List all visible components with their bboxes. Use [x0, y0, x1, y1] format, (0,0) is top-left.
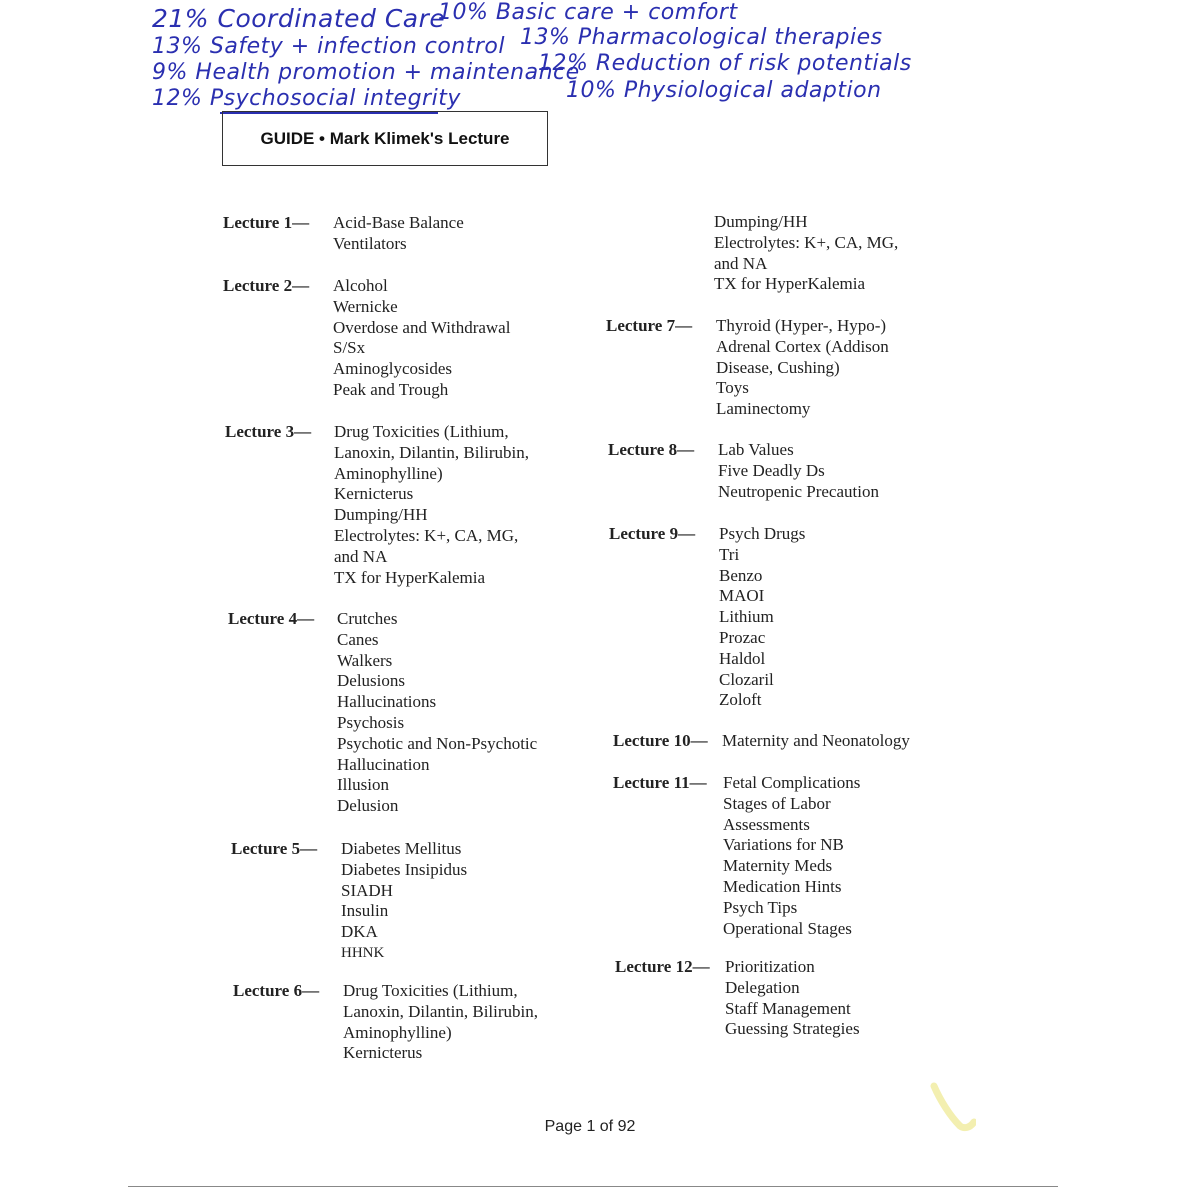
lecture-item: Walkers — [337, 650, 393, 670]
lecture-item: Drug Toxicities (Lithium, — [334, 422, 509, 441]
lecture-item: Kernicterus — [343, 1043, 423, 1063]
lecture-item: Canes — [337, 629, 379, 649]
lecture-item: Lab Values — [718, 440, 794, 459]
note-physiological: 10% Physiological adaption — [566, 78, 882, 103]
lecture-item: Prozac — [719, 627, 766, 647]
guide-title-box — [222, 111, 548, 166]
lecture-item: MAOI — [719, 586, 765, 606]
lecture-item: Psychosis — [337, 712, 405, 732]
lecture-item: Dumping/HH — [334, 505, 428, 525]
lecture-item: Lanoxin, Dilantin, Bilirubin, — [334, 442, 530, 462]
lecture-item: Haldol — [719, 648, 766, 668]
lecture-label: Lecture 1— — [223, 213, 310, 232]
note-health-promotion: 9% Health promotion + maintenance — [152, 60, 580, 85]
lecture-item: Stages of Labor — [723, 793, 831, 813]
lecture-label: Lecture 5— — [231, 839, 318, 858]
lecture-item: Assessments — [723, 814, 810, 834]
lecture-item: Tri — [719, 544, 740, 564]
lecture-item: Variations for NB — [723, 835, 844, 855]
lecture-item: Lanoxin, Dilantin, Bilirubin, — [343, 1001, 539, 1021]
lecture-item: Five Deadly Ds — [718, 460, 825, 480]
lecture-item: Delegation — [725, 977, 800, 997]
lecture-item: Guessing Strategies — [725, 1019, 860, 1039]
lecture-item: Alcohol — [333, 276, 388, 295]
lecture-item: and NA — [334, 546, 388, 566]
lecture-item: Medication Hints — [723, 876, 842, 896]
lecture-item: Neutropenic Precaution — [718, 481, 879, 501]
lecture-label: Lecture 8— — [608, 440, 695, 459]
note-reduction-risk: 12% Reduction of risk potentials — [538, 51, 912, 76]
lecture-item: Prioritization — [725, 957, 815, 976]
note-basic-care: 10% Basic care + comfort — [438, 0, 738, 25]
lecture-label: Lecture 9— — [609, 524, 696, 543]
lecture-item: Diabetes Mellitus — [341, 839, 462, 858]
page-number: Page 1 of 92 — [544, 1118, 636, 1135]
lecture-item: TX for HyperKalemia — [334, 567, 486, 587]
lecture-label: Lecture 4— — [228, 609, 315, 628]
lecture-item: Dumping/HH — [714, 212, 808, 231]
lecture-item: Diabetes Insipidus — [341, 859, 468, 879]
lecture-item: Psychotic and Non-Psychotic — [337, 733, 538, 753]
lecture-item: Hallucination — [337, 754, 430, 774]
lecture-label: Lecture 6— — [233, 981, 320, 1000]
lecture-item: Fetal Complications — [723, 773, 861, 792]
lecture-item: Delusion — [337, 796, 399, 816]
lecture-item: Delusions — [337, 671, 405, 691]
lecture-item: Crutches — [337, 609, 398, 628]
lecture-item: Operational Stages — [723, 918, 852, 938]
lecture-item: S/Sx — [333, 338, 366, 358]
lecture-item: Aminoglycosides — [333, 359, 452, 379]
lecture-item: Lithium — [719, 607, 774, 627]
lecture-item: Kernicterus — [334, 484, 414, 504]
lecture-item: Illusion — [337, 775, 389, 795]
lecture-item: Zoloft — [719, 690, 762, 710]
lecture-item: Thyroid (Hyper-, Hypo-) — [716, 316, 887, 335]
lecture-item: Adrenal Cortex (Addison — [716, 336, 889, 356]
lecture-item: Ventilators — [333, 233, 407, 253]
lecture-item: Maternity and Neonatology — [722, 731, 910, 750]
lecture-item: Aminophylline) — [334, 463, 443, 483]
lecture-6-continued — [714, 212, 898, 295]
lecture-item: Aminophylline) — [343, 1022, 452, 1042]
lecture-item: Clozaril — [719, 669, 774, 689]
lecture-label: Lecture 10— — [613, 731, 708, 750]
lecture-item: Wernicke — [333, 296, 398, 316]
lecture-item: Laminectomy — [716, 399, 811, 419]
lecture-item: Disease, Cushing) — [716, 357, 840, 377]
lecture-item: DKA — [341, 922, 378, 942]
lecture-label: Lecture 12— — [615, 957, 710, 976]
lecture-item: TX for HyperKalemia — [714, 274, 866, 294]
lecture-label: Lecture 11— — [613, 773, 707, 792]
bottom-rule — [128, 1186, 1058, 1187]
lecture-label: Lecture 3— — [225, 422, 312, 441]
guide-title: GUIDE • Mark Klimek's Lecture — [260, 128, 510, 148]
note-psychosocial: 12% Psychosocial integrity — [152, 86, 461, 111]
lecture-item: Peak and Trough — [333, 379, 449, 399]
lecture-item: SIADH — [341, 880, 393, 900]
lecture-item: and NA — [714, 253, 768, 273]
lecture-item: Maternity Meds — [723, 856, 833, 876]
lecture-item: Electrolytes: K+, CA, MG, — [714, 232, 899, 252]
lecture-item: Insulin — [341, 901, 389, 921]
lecture-item: Electrolytes: K+, CA, MG, — [334, 525, 519, 545]
lecture-item: Hallucinations — [337, 692, 437, 712]
note-pharmacological: 13% Pharmacological therapies — [520, 25, 883, 50]
lecture-item: Drug Toxicities (Lithium, — [343, 981, 518, 1000]
lecture-item: Psych Tips — [723, 897, 798, 917]
note-safety: 13% Safety + infection control — [152, 34, 505, 59]
lecture-item: HHNK — [341, 944, 385, 961]
lecture-label: Lecture 7— — [606, 316, 693, 335]
lecture-item: Staff Management — [725, 998, 851, 1018]
note-coordinated-care: 21% Coordinated Care — [152, 4, 446, 33]
lecture-item: Benzo — [719, 565, 763, 585]
lecture-item: Toys — [716, 378, 749, 398]
lecture-item: Psych Drugs — [719, 524, 806, 543]
lecture-label: Lecture 2— — [223, 276, 310, 295]
lecture-item: Acid-Base Balance — [333, 213, 464, 232]
lecture-item: Overdose and Withdrawal — [333, 317, 511, 337]
